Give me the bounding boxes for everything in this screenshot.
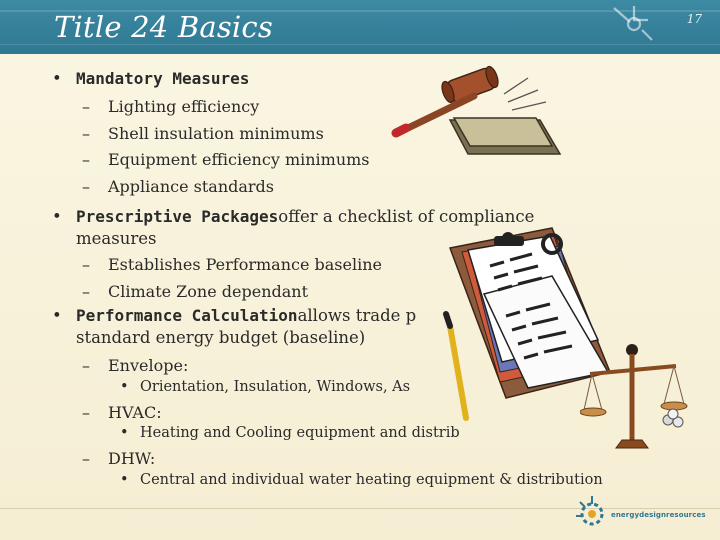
detail-text: Heating and Cooling equipment and distrib xyxy=(140,425,460,441)
bullet-marker: • xyxy=(120,425,129,441)
sub-item-text: Climate Zone dependant xyxy=(108,281,309,301)
dash-marker: – xyxy=(82,150,90,169)
sub-item xyxy=(48,147,688,174)
footer-divider xyxy=(0,508,720,509)
dash-marker: – xyxy=(82,123,90,143)
sub-item-text: Shell insulation minimums xyxy=(108,123,324,143)
detail-text: Orientation, Insulation, Windows, As xyxy=(140,378,411,395)
bullet-marker: • xyxy=(120,378,129,395)
title-bar xyxy=(0,0,720,54)
sub-item-text: HVAC: xyxy=(108,402,162,422)
bullet-text: offer a checklist of compliance xyxy=(278,207,535,226)
dash-marker: – xyxy=(82,97,90,116)
bullet-heading: Performance Calculation xyxy=(76,306,298,325)
bullet-text: allows trade p xyxy=(297,306,417,325)
bullet-marker: • xyxy=(52,207,62,226)
bullet-marker: • xyxy=(120,471,129,488)
page-number: 17 xyxy=(686,12,702,26)
dash-marker: – xyxy=(82,449,90,468)
detail-text: Central and individual water heating equipment & distribution xyxy=(140,471,603,488)
dash-marker: – xyxy=(82,402,90,422)
dash-marker: – xyxy=(82,281,90,301)
bullet-item xyxy=(48,68,688,90)
energy-design-resources-logo-icon xyxy=(574,494,610,534)
sub-item-text: Appliance standards xyxy=(108,176,274,196)
bullet-continuation: standard energy budget (baseline) xyxy=(76,328,366,347)
sub-item xyxy=(48,94,688,121)
sub-item-text: Equipment efficiency minimums xyxy=(108,150,370,169)
sub-item xyxy=(48,174,688,201)
sub-item-text: Envelope: xyxy=(108,356,189,375)
footer-brand-text: energydesignresources xyxy=(611,511,706,519)
detail-item xyxy=(48,471,688,489)
sub-item-text: Lighting efficiency xyxy=(108,97,260,116)
bullet-heading: Prescriptive Packages xyxy=(76,207,279,226)
bullet-heading: Mandatory Measures xyxy=(76,69,250,88)
bullet-marker: • xyxy=(52,306,62,325)
sub-item-text: Establishes Performance baseline xyxy=(108,255,382,274)
bullet-continuation: measures xyxy=(76,229,157,248)
balance-scale-icon xyxy=(580,340,692,458)
dash-marker: – xyxy=(82,255,90,274)
header-logo-icon xyxy=(604,0,664,54)
sub-item xyxy=(48,121,688,148)
dash-marker: – xyxy=(82,356,90,375)
sub-item-text: DHW: xyxy=(108,449,156,468)
slide-title: Title 24 Basics xyxy=(54,10,273,44)
bullet-marker: • xyxy=(52,69,62,88)
dash-marker: – xyxy=(82,176,90,196)
